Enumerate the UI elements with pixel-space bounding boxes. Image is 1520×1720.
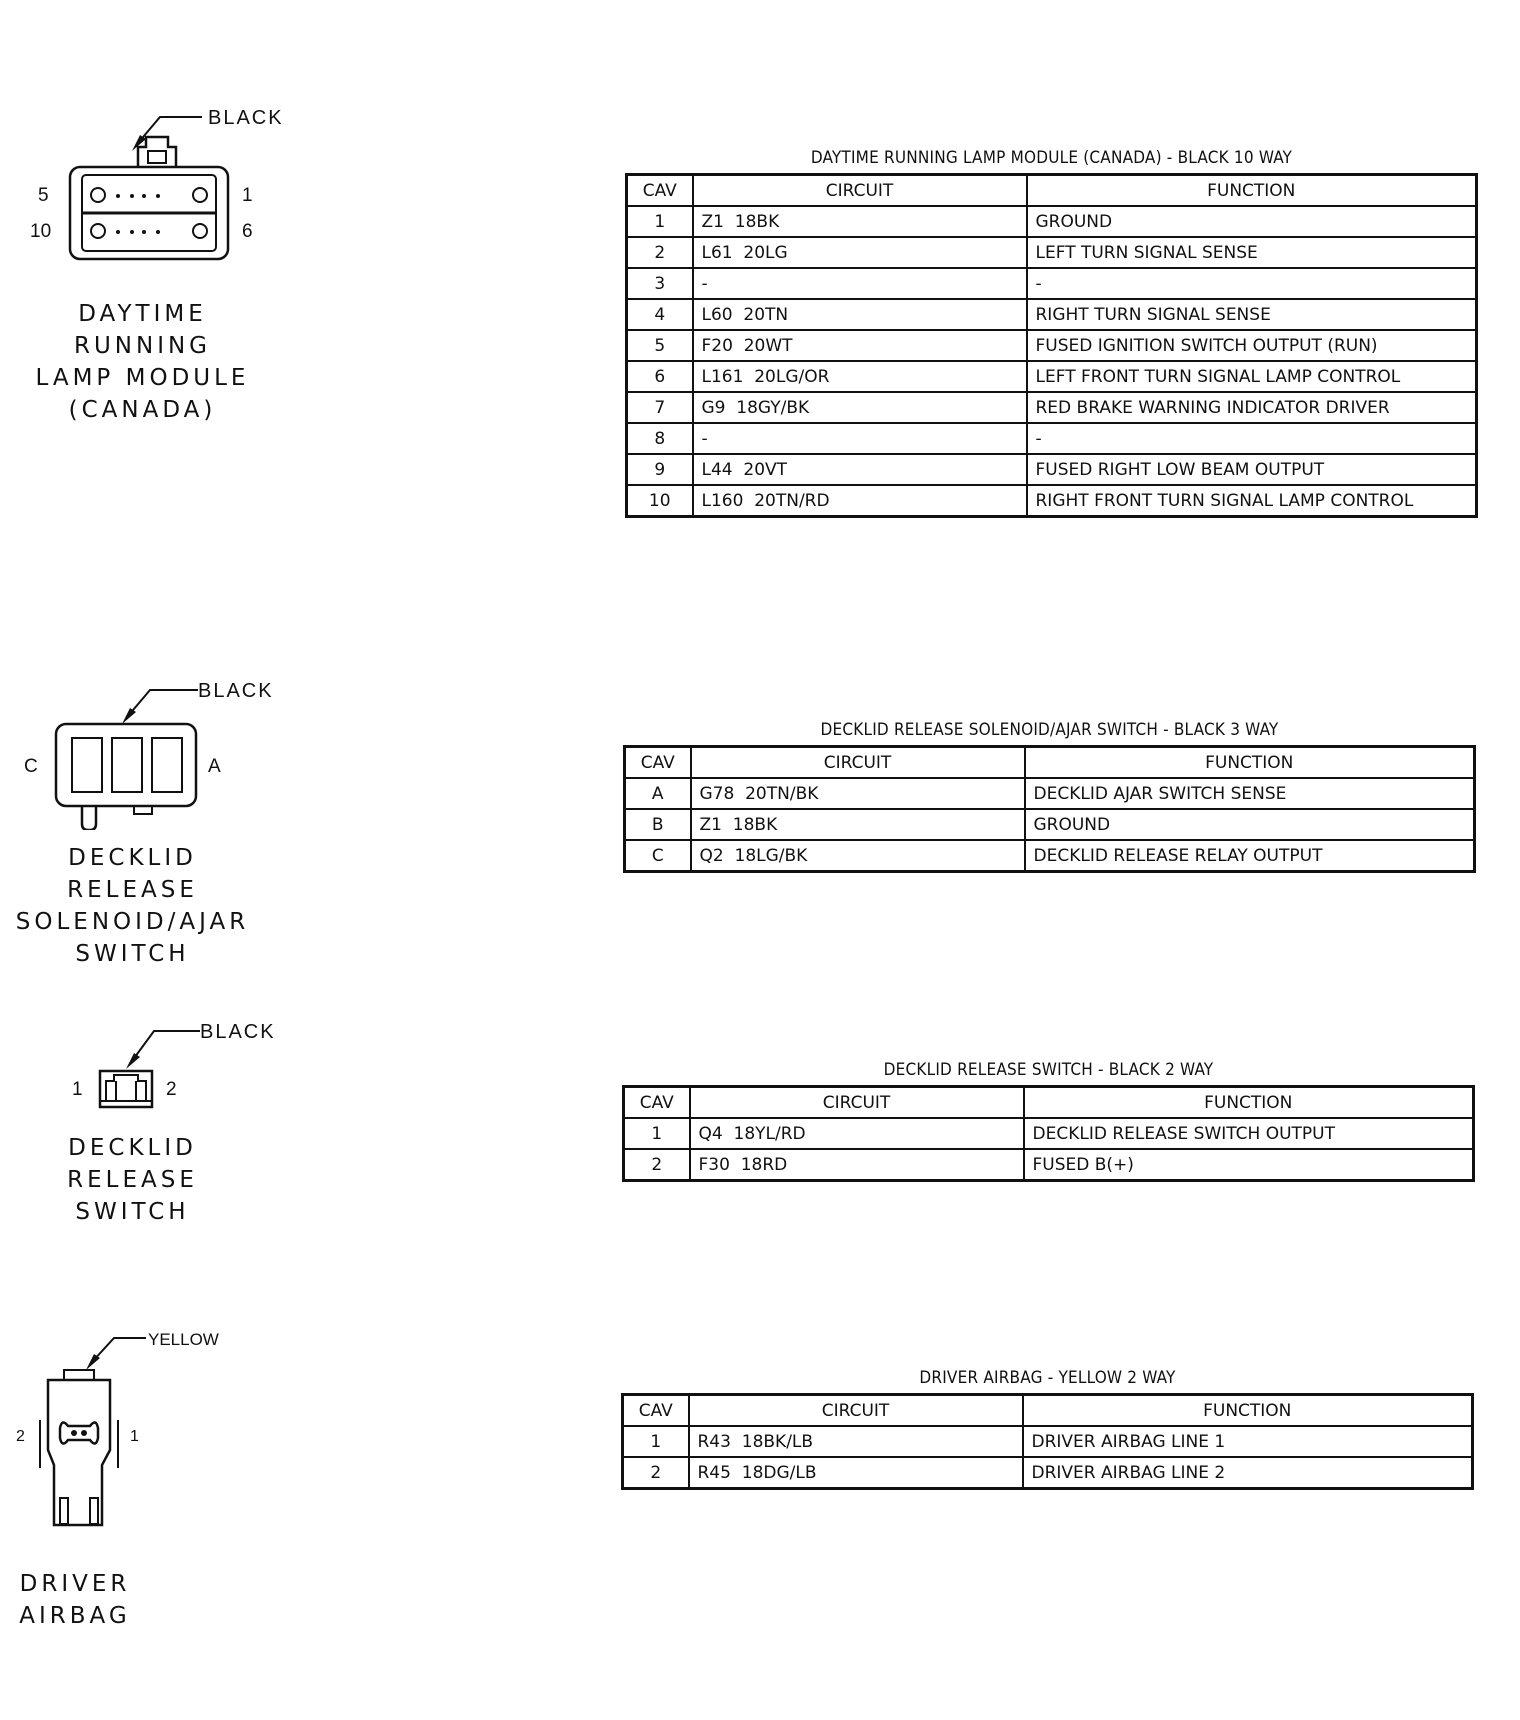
table-row xyxy=(627,423,1477,454)
circuit-cell: G9 18GY/BK xyxy=(693,392,1027,423)
driver-airbag-connector-diagram xyxy=(10,1320,250,1540)
circuit-cell: Q2 18LG/BK xyxy=(691,840,1025,872)
column-header-circuit: CIRCUIT xyxy=(689,1395,1023,1427)
function-cell: DECKLID RELEASE SWITCH OUTPUT xyxy=(1024,1118,1474,1149)
driver-airbag-connector-name: DRIVER AIRBAG xyxy=(19,1571,131,1629)
pin-label-5: 5 xyxy=(38,185,49,206)
table-row xyxy=(627,206,1477,237)
column-header-function: FUNCTION xyxy=(1023,1395,1473,1427)
function-cell: GROUND xyxy=(1025,809,1475,840)
circuit-cell: L61 20LG xyxy=(693,237,1027,268)
drl-color-label: BLACK xyxy=(208,107,284,129)
function-cell: - xyxy=(1027,268,1477,299)
circuit-cell: L160 20TN/RD xyxy=(693,485,1027,517)
decklid-switch-pinout-table xyxy=(622,1060,1475,1182)
table-row xyxy=(627,237,1477,268)
table-title: DECKLID RELEASE SOLENOID/AJAR SWITCH - BLACK 3 WAY xyxy=(820,720,1279,740)
cav-cell: 1 xyxy=(624,1118,690,1149)
table-row xyxy=(623,1426,1473,1457)
function-cell: RIGHT FRONT TURN SIGNAL LAMP CONTROL xyxy=(1027,485,1477,517)
table-row xyxy=(627,392,1477,423)
cav-cell: 1 xyxy=(627,206,693,237)
decklid-switch-color-label: BLACK xyxy=(200,1021,276,1043)
function-cell: DRIVER AIRBAG LINE 2 xyxy=(1023,1457,1473,1489)
table-header-row xyxy=(623,1395,1473,1427)
circuit-cell: G78 20TN/BK xyxy=(691,778,1025,809)
function-cell: RIGHT TURN SIGNAL SENSE xyxy=(1027,299,1477,330)
column-header-circuit: CIRCUIT xyxy=(690,1087,1024,1119)
table-row xyxy=(623,1457,1473,1489)
circuit-cell: Z1 18BK xyxy=(691,809,1025,840)
table-header-row xyxy=(625,747,1475,779)
table-title: DRIVER AIRBAG - YELLOW 2 WAY xyxy=(919,1368,1176,1388)
function-cell: - xyxy=(1027,423,1477,454)
decklid-solenoid-connector-name: DECKLID RELEASE SOLENOID/AJAR SWITCH xyxy=(15,845,250,967)
decklid-solenoid-pinout-table xyxy=(623,720,1476,873)
cav-cell: 1 xyxy=(623,1426,689,1457)
cav-cell: 5 xyxy=(627,330,693,361)
column-header-circuit: CIRCUIT xyxy=(691,747,1025,779)
drl-connector-diagram xyxy=(20,95,300,270)
pin-label-2: 2 xyxy=(16,1428,25,1445)
cav-cell: 4 xyxy=(627,299,693,330)
function-cell: LEFT FRONT TURN SIGNAL LAMP CONTROL xyxy=(1027,361,1477,392)
pin-label-a: A xyxy=(208,756,221,777)
pin-label-1: 1 xyxy=(130,1428,139,1445)
column-header-function: FUNCTION xyxy=(1025,747,1475,779)
table-row xyxy=(627,330,1477,361)
table-title: DECKLID RELEASE SWITCH - BLACK 2 WAY xyxy=(883,1060,1214,1080)
circuit-cell: F30 18RD xyxy=(690,1149,1024,1181)
column-header-cav: CAV xyxy=(627,175,693,207)
function-cell: FUSED B(+) xyxy=(1024,1149,1474,1181)
pin-label-c: C xyxy=(24,756,38,777)
driver-airbag-pinout-table xyxy=(621,1368,1474,1490)
circuit-cell: R43 18BK/LB xyxy=(689,1426,1023,1457)
decklid-switch-connector-name: DECKLID RELEASE SWITCH xyxy=(67,1135,198,1225)
table-title: DAYTIME RUNNING LAMP MODULE (CANADA) - BLACK 10 WAY xyxy=(810,148,1293,168)
table-row xyxy=(627,299,1477,330)
pin-label-1: 1 xyxy=(242,185,253,206)
pin-label-10: 10 xyxy=(30,221,52,242)
cav-cell: 6 xyxy=(627,361,693,392)
column-header-cav: CAV xyxy=(623,1395,689,1427)
table-header-row xyxy=(624,1087,1474,1119)
circuit-cell: F20 20WT xyxy=(693,330,1027,361)
column-header-cav: CAV xyxy=(624,1087,690,1119)
function-cell: DECKLID AJAR SWITCH SENSE xyxy=(1025,778,1475,809)
cav-cell: A xyxy=(625,778,691,809)
cav-cell: 7 xyxy=(627,392,693,423)
cav-cell: 2 xyxy=(627,237,693,268)
cav-cell: 2 xyxy=(623,1457,689,1489)
circuit-cell: L44 20VT xyxy=(693,454,1027,485)
table-header-row xyxy=(627,175,1477,207)
column-header-function: FUNCTION xyxy=(1027,175,1477,207)
column-header-function: FUNCTION xyxy=(1024,1087,1474,1119)
decklid-solenoid-connector-diagram xyxy=(10,670,290,830)
circuit-cell: - xyxy=(693,268,1027,299)
decklid-solenoid-color-label: BLACK xyxy=(198,680,274,702)
function-cell: RED BRAKE WARNING INDICATOR DRIVER xyxy=(1027,392,1477,423)
function-cell: GROUND xyxy=(1027,206,1477,237)
function-cell: DRIVER AIRBAG LINE 1 xyxy=(1023,1426,1473,1457)
circuit-cell: Q4 18YL/RD xyxy=(690,1118,1024,1149)
cav-cell: 8 xyxy=(627,423,693,454)
column-header-circuit: CIRCUIT xyxy=(693,175,1027,207)
table-row xyxy=(627,268,1477,299)
table-row xyxy=(625,809,1475,840)
pin-label-6: 6 xyxy=(242,221,253,242)
function-cell: FUSED IGNITION SWITCH OUTPUT (RUN) xyxy=(1027,330,1477,361)
cav-cell: 2 xyxy=(624,1149,690,1181)
table-row xyxy=(627,485,1477,517)
driver-airbag-color-label: YELLOW xyxy=(148,1330,219,1349)
cav-cell: 3 xyxy=(627,268,693,299)
function-cell: FUSED RIGHT LOW BEAM OUTPUT xyxy=(1027,454,1477,485)
function-cell: DECKLID RELEASE RELAY OUTPUT xyxy=(1025,840,1475,872)
column-header-cav: CAV xyxy=(625,747,691,779)
table-row xyxy=(624,1149,1474,1181)
circuit-cell: R45 18DG/LB xyxy=(689,1457,1023,1489)
cav-cell: 9 xyxy=(627,454,693,485)
table-row xyxy=(625,778,1475,809)
circuit-cell: L60 20TN xyxy=(693,299,1027,330)
table-row xyxy=(624,1118,1474,1149)
circuit-cell: L161 20LG/OR xyxy=(693,361,1027,392)
table-row xyxy=(627,454,1477,485)
drl-pinout-table xyxy=(625,148,1478,518)
decklid-switch-connector-diagram xyxy=(50,1015,290,1115)
pin-label-2: 2 xyxy=(166,1079,177,1100)
table-row xyxy=(627,361,1477,392)
pin-label-1: 1 xyxy=(72,1079,83,1100)
cav-cell: C xyxy=(625,840,691,872)
table-row xyxy=(625,840,1475,872)
cav-cell: 10 xyxy=(627,485,693,517)
function-cell: LEFT TURN SIGNAL SENSE xyxy=(1027,237,1477,268)
cav-cell: B xyxy=(625,809,691,840)
circuit-cell: - xyxy=(693,423,1027,454)
drl-connector-name: DAYTIME RUNNING LAMP MODULE (CANADA) xyxy=(35,301,250,423)
circuit-cell: Z1 18BK xyxy=(693,206,1027,237)
